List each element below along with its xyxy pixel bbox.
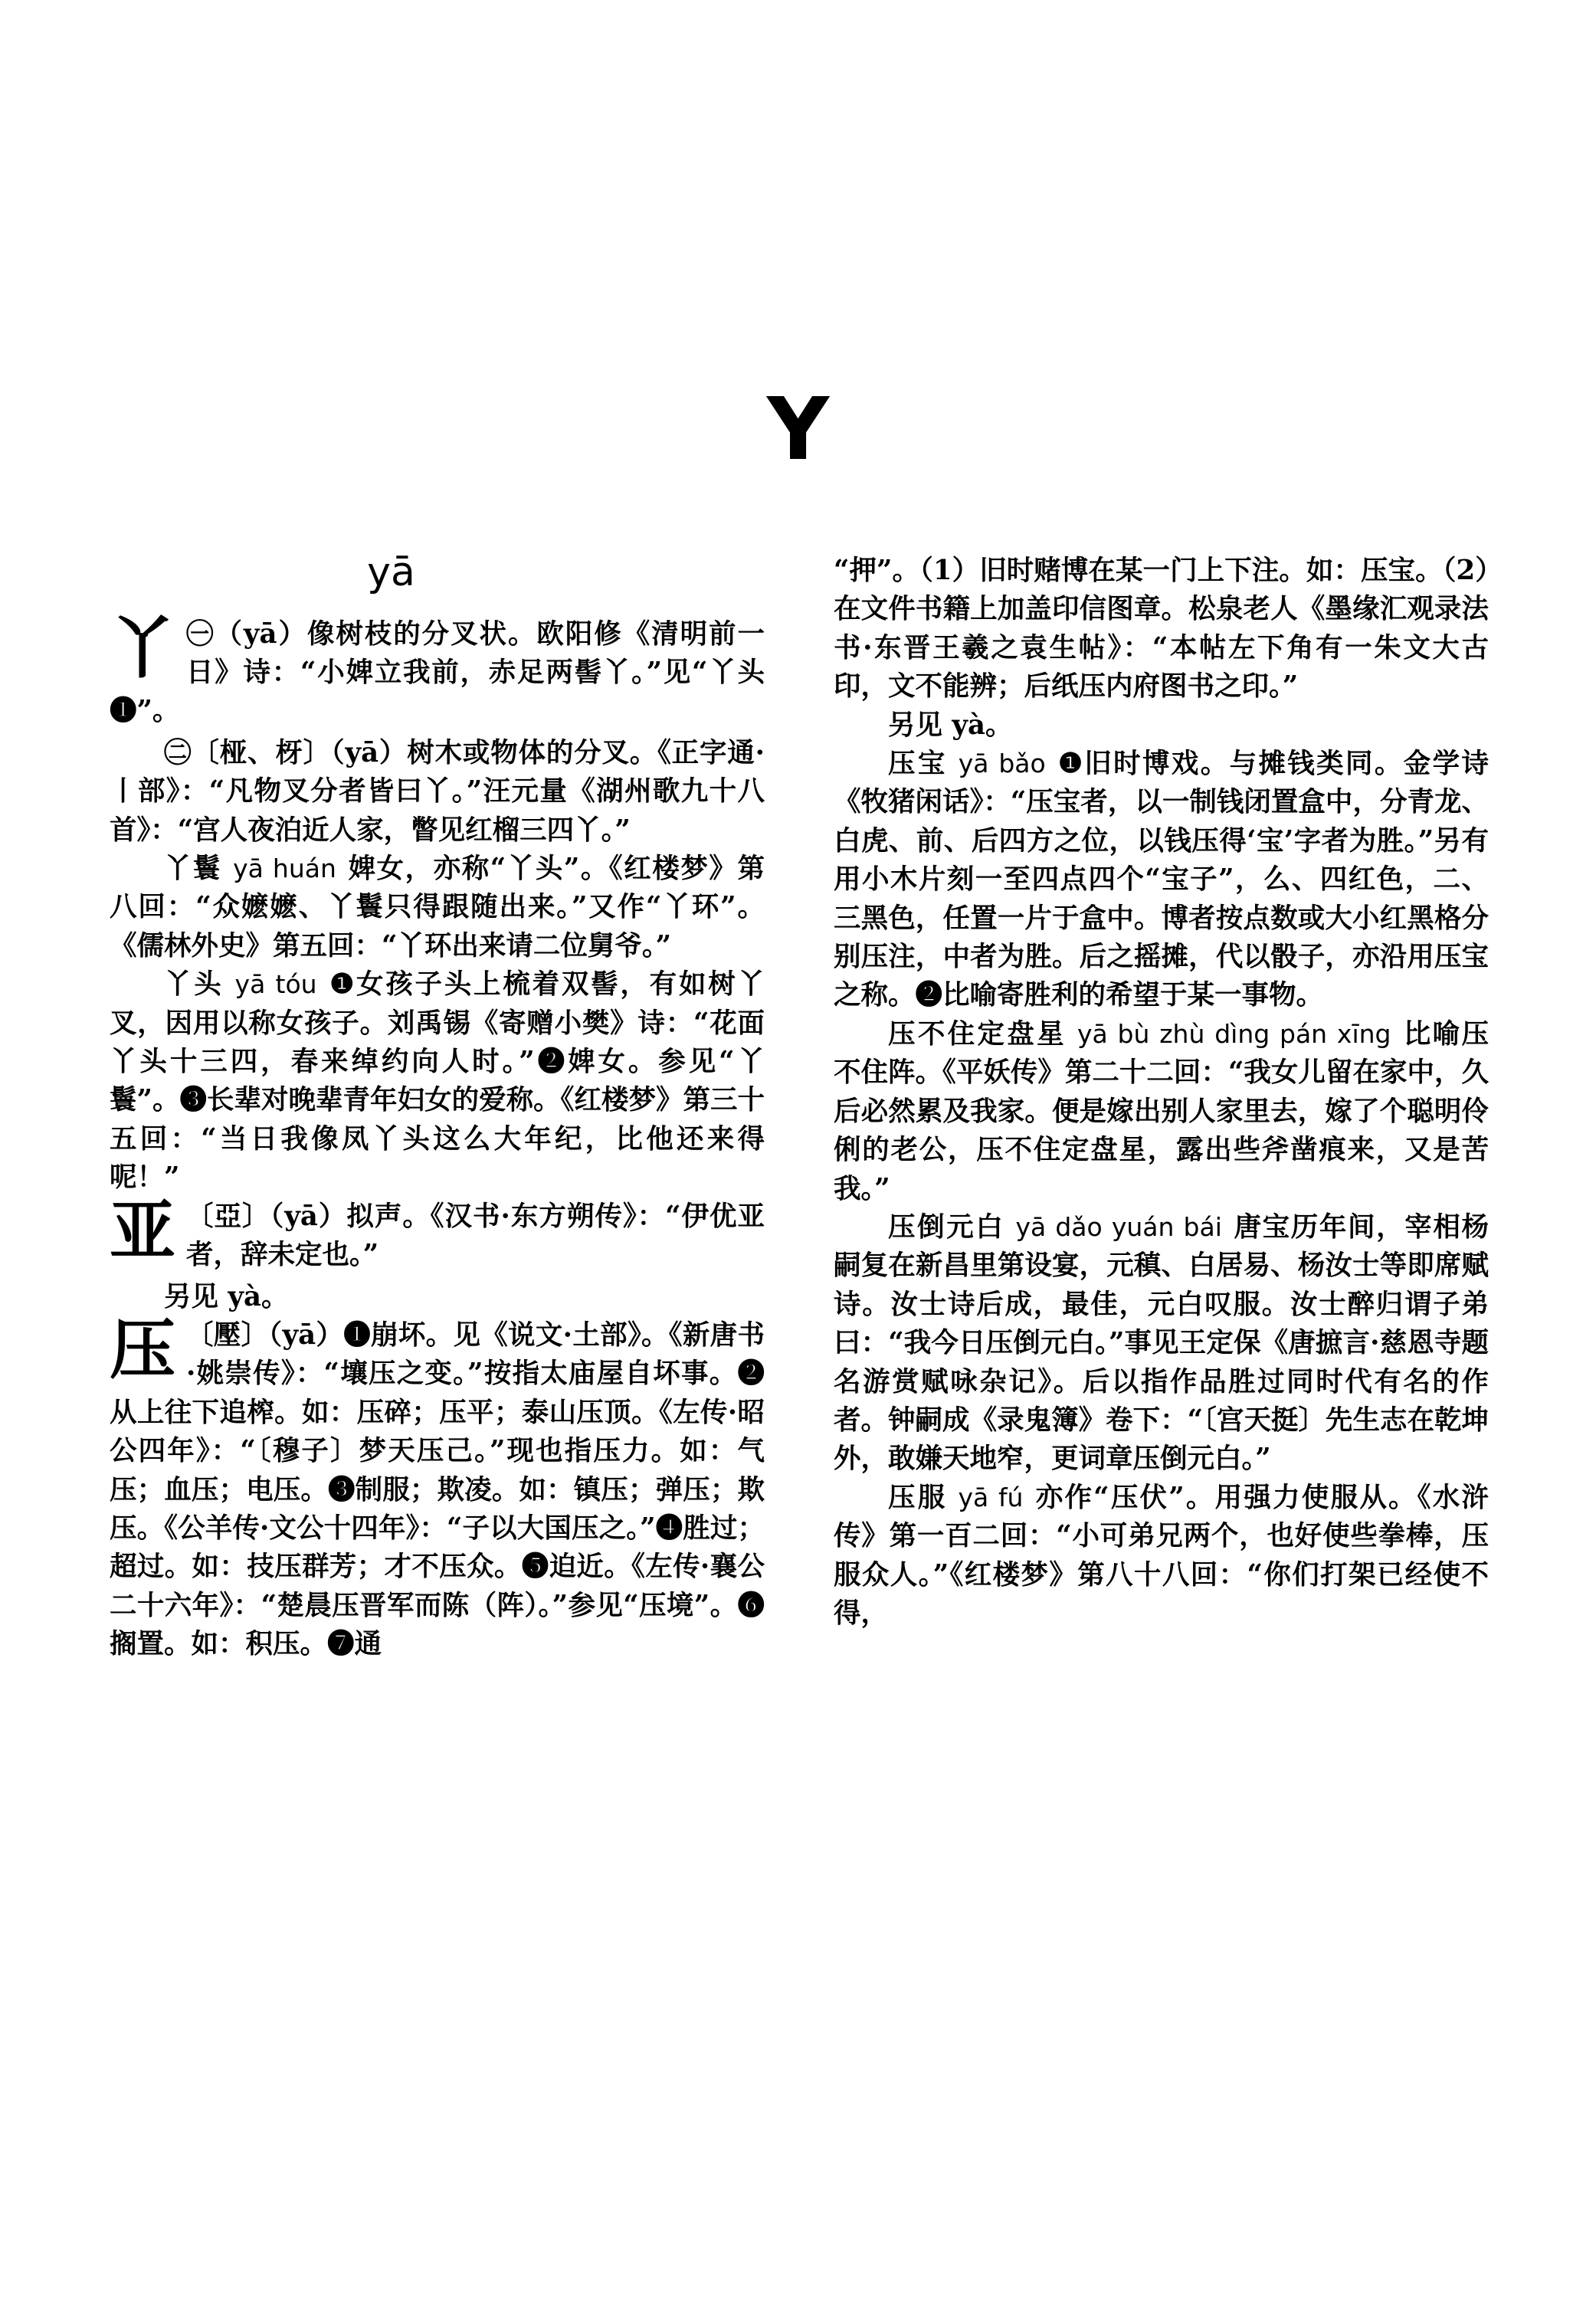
subentry-pinyin: yā huán xyxy=(233,854,336,884)
right-column xyxy=(834,552,1489,2237)
subentry-definition: 婢女，亦称“丫头”。《红楼梦》第八回：“众嬷嬷、丫鬟只得跟随出来。”又作“丫环”。《儒林外史》第五回：“丫环出来请二位舅爷。” xyxy=(110,853,765,962)
subentry-yafu xyxy=(834,1479,1489,1633)
subentry-term: 压服 xyxy=(888,1481,948,1513)
subentry-yahuan xyxy=(110,850,765,965)
page-columns xyxy=(110,549,1489,2237)
entry-definition: 〔亞〕（yā）拟声。《汉书·东方朔传》：“伊优亚者，辞未定也。” xyxy=(186,1200,765,1271)
entry-sense-2: ㊁〔桠、枒〕（yā）树木或物体的分叉。《正字通·丨部》：“凡物叉分者皆曰丫。”汪元量《湖州歌九十八首》：“宫人夜泊近人家，瞥见红榴三四丫。” xyxy=(110,736,765,846)
subentry-yabao xyxy=(834,745,1489,1015)
headword-character: 丫 xyxy=(110,610,175,687)
subentry-yatou xyxy=(110,965,765,1197)
cross-reference-note: 另见 yà。 xyxy=(164,1280,289,1312)
subentry-term: 压不住定盘星 xyxy=(888,1017,1067,1050)
headword-character: 亚 xyxy=(110,1192,175,1270)
subentry-term: 丫鬟 xyxy=(164,853,223,885)
pinyin-group-heading: yā xyxy=(367,549,415,595)
subentry-term: 压倒元白 xyxy=(888,1211,1005,1243)
headword-character: 压 xyxy=(110,1311,175,1388)
subentry-definition: ❶旧时博戏。与摊钱类同。金学诗《牧猪闲话》：“压宝者，以一制钱闭置盒中，分青龙、白虎、前、后四方之位，以钱压得‘宝’字者为胜。”另有用小木片刻一至四点四个“宝子”，么、四红色，二、三黑色，任置一片于盒中。博者按点数或大小红黑格分别压注，中者为胜。后之摇摊，代以骰子，亦沿用压宝之称。❷比喻寄胜利的希望于某一事物。 xyxy=(834,748,1489,1011)
subentry-pinyin: yā fú xyxy=(958,1482,1024,1512)
entry-ya-press xyxy=(110,1311,765,1664)
entry-ya-interjection xyxy=(110,1192,765,1275)
subentry-definition: 亦作“压伏”。用强力使服从。《水浒传》第一百二回：“小可弟兄两个，也好使些拳棒，压服众人。”《红楼梦》第八十八回：“你们打架已经使不得， xyxy=(834,1481,1489,1629)
subentry-yadaoyuanbai xyxy=(834,1208,1489,1479)
cross-reference-note: 另见 yà。 xyxy=(888,709,1013,741)
entry-continuation-ya-press: “押”。（1）旧时赌博在某一门上下注。如：压宝。（2）在文件书籍上加盖印信图章。松泉老人《墨缘汇观录法书·东晋王羲之袁生帖》：“本帖左下角有一朱文大古印，文不能辨；后纸压内府图书之印。” xyxy=(834,555,1489,703)
subentry-definition: 唐宝历年间，宰相杨嗣复在新昌里第设宴，元稹、白居易、杨汝士等即席赋诗。汝士诗后成，最佳，元白叹服。汝士醉归谓子弟曰：“我今日压倒元白。”事见王定保《唐摭言·慈恩寺题名游赏赋咏杂记》。后以指作品胜过同时代有名的作者。钟嗣成《录鬼簿》卷下：“〔宫天挺〕先生志在乾坤外，敢嫌天地窄，更词章压倒元白。” xyxy=(834,1211,1489,1475)
subentry-pinyin: yā dǎo yuán bái xyxy=(1015,1211,1222,1242)
entry-definition: 〔壓〕（yā）❶崩坏。见《说文·土部》。《新唐书·姚崇传》：“壤压之变。”按指太庙屋自坏事。❷从上往下追榨。如：压碎；压平；泰山压顶。《左传·昭公四年》：“〔穆子〕梦天压己。”现也指压力。如：气压；血压；电压。❸制服；欺凌。如：镇压；弹压；欺压。《公羊传·文公十四年》：“子以大国压之。”❹胜过；超过。如：技压群芳；才不压众。❺迫近。《左传·襄公二十六年》：“楚晨压晋军而陈（阵）。”参见“压境”。❻搁置。如：积压。❼通 xyxy=(110,1319,765,1660)
entry-sense-1: ㊀（yā）像树枝的分叉状。欧阳修《清明前一日》诗：“小婢立我前，赤足两髻丫。”见“丫头❶”。 xyxy=(110,618,765,727)
subentry-term: 压宝 xyxy=(888,748,948,780)
subentry-pinyin: yā bù zhù dìng pán xīng xyxy=(1077,1018,1391,1049)
subentry-definition: ❶女孩子头上梳着双髻，有如树丫叉，因用以称女孩子。刘禹锡《寄赠小樊》诗：“花面丫头十三四，春来绰约向人时。”❷婢女。参见“丫鬟”。❸长辈对晚辈青年妇女的爱称。《红楼梦》第三十五回：“当日我像凤丫头这么大年纪，比他还来得呢！” xyxy=(110,968,765,1194)
subentry-pinyin: yā bǎo xyxy=(958,749,1046,779)
entry-ya-fork xyxy=(110,610,765,731)
subentry-yabuzhudingpanxing xyxy=(834,1015,1489,1208)
subentry-definition: 比喻压不住阵。《平妖传》第二十二回：“我女儿留在家中，久后必然累及我家。便是嫁出别人家里去，嫁了个聪明伶俐的老公，压不住定盘星，露出些斧凿痕来，又是苦我。” xyxy=(834,1017,1489,1204)
subentry-term: 丫头 xyxy=(164,968,224,1001)
left-column xyxy=(110,549,765,2237)
section-letter-heading: Y xyxy=(766,380,830,480)
subentry-pinyin: yā tóu xyxy=(234,969,317,1000)
